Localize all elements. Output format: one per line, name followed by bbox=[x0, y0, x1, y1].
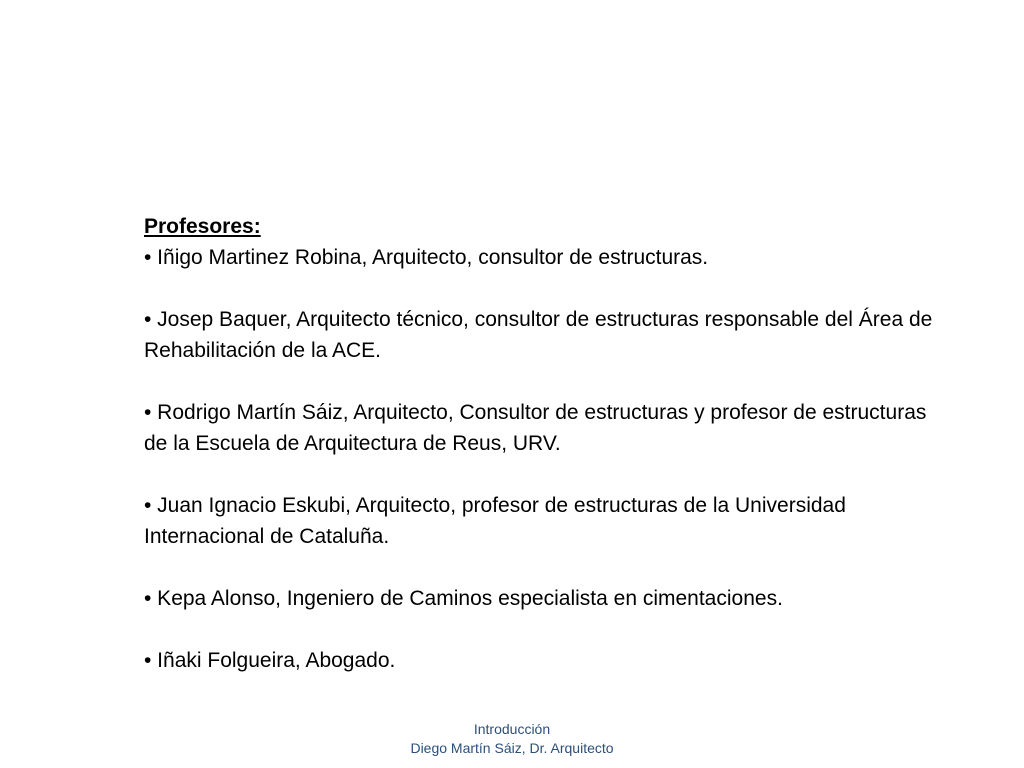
list-item: • Rodrigo Martín Sáiz, Arquitecto, Consultor de estructuras y profesor de estructuras de la Escuela de Arquitectura de Reus, URV. bbox=[144, 401, 927, 455]
slide-footer bbox=[362, 720, 662, 758]
list-item: • Iñigo Martinez Robina, Arquitecto, consultor de estructuras. bbox=[144, 246, 709, 269]
section-heading: Profesores: bbox=[144, 215, 261, 238]
list-item: • Juan Ignacio Eskubi, Arquitecto, profesor de estructuras de la Universidad Internacional de Cataluña. bbox=[144, 494, 846, 548]
list-item: • Josep Baquer, Arquitecto técnico, consultor de estructuras responsable del Área de Rehabilitación de la ACE. bbox=[144, 308, 933, 362]
slide-content bbox=[144, 211, 944, 676]
footer-section-title: Introducción bbox=[473, 721, 551, 737]
list-item: • Iñaki Folgueira, Abogado. bbox=[144, 649, 396, 672]
footer-author: Diego Martín Sáiz, Dr. Arquitecto bbox=[410, 740, 614, 756]
list-item: • Kepa Alonso, Ingeniero de Caminos especialista en cimentaciones. bbox=[144, 587, 783, 610]
